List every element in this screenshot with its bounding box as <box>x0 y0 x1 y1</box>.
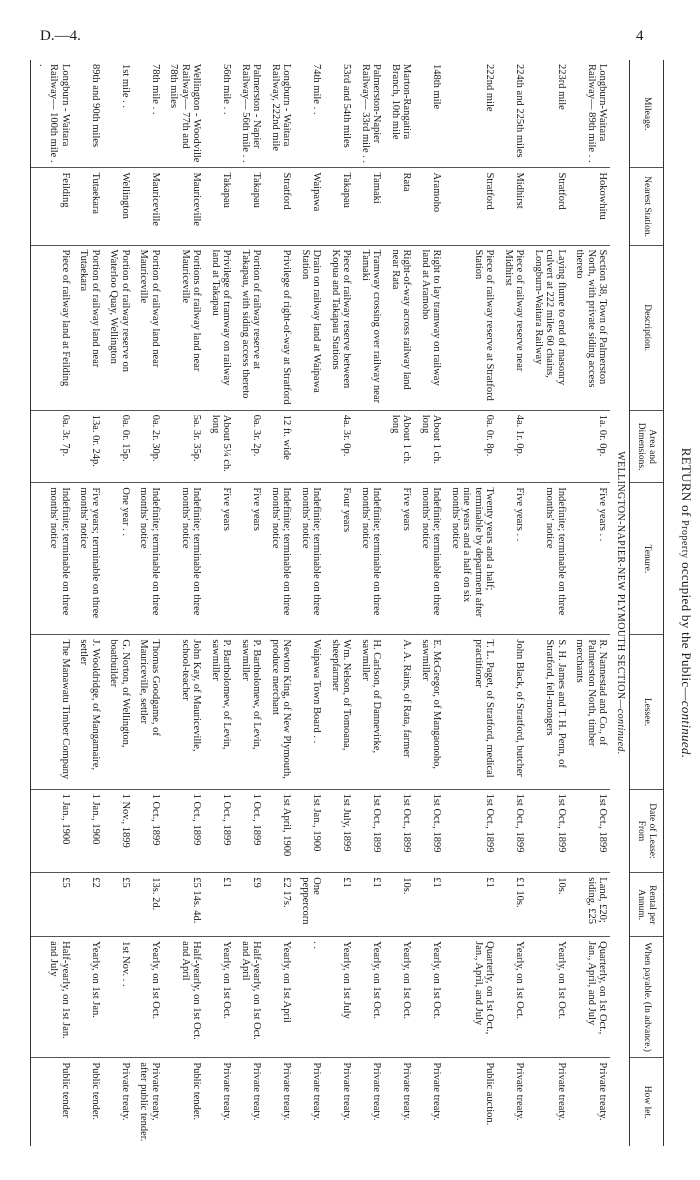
cell-mileage: 89th and 90th miles <box>90 64 101 148</box>
cell-description: Portion of railway land near Tutaekara <box>73 245 103 410</box>
table-row <box>235 60 265 1146</box>
cell-payable: 1st Nov. . . <box>103 937 133 1058</box>
cell-station: Feilding <box>31 168 73 245</box>
cell-lessee: T. L. Paget, of Stratford, medical practitioner <box>445 635 498 789</box>
cell-tenure: Indefinite; terminable on three months' notice <box>528 483 570 635</box>
cell-station: Aramoho <box>415 168 445 245</box>
cell-description: Laying flume to end of masonry culvert at 222 miles 60 chains, Longburn-Waitara Railway <box>528 245 570 410</box>
table-row <box>445 60 498 1146</box>
cell-date: 1 Oct., 1899 <box>163 789 205 873</box>
cell-date: 1st Oct., 1899 <box>569 789 611 873</box>
table-row <box>569 60 611 1146</box>
cell-description: Privilege of right-of-way at Stratford <box>265 245 295 410</box>
table-row <box>31 60 73 1146</box>
cell-station: Stratford <box>528 168 570 245</box>
cell-area: About 5¼ ch. long <box>205 410 235 483</box>
cell-rental: £1 <box>325 873 355 937</box>
cell-station: Hokowhitu <box>569 168 611 245</box>
cell-tenure: Indefinite; terminable on three months' notice <box>295 483 325 635</box>
cell-station: Takapau <box>205 168 235 245</box>
cell-tenure: Four years <box>325 483 355 635</box>
cell-description: Right to lay tramway on railway land at Aramoho <box>415 245 445 410</box>
cell-date: 1st Oct., 1899 <box>355 789 385 873</box>
cell-date: 1st Jan., 1900 <box>295 789 325 873</box>
cell-payable: Yearly, on 1st July <box>325 937 355 1058</box>
cell-payable: Yearly, on 1st Oct. <box>498 937 528 1058</box>
cell-area: 13a. 0r. 24p. <box>73 410 103 483</box>
cell-mileage: Longburn - Waitara Railway, 222nd mile <box>270 64 293 152</box>
cell-mileage: Longburn-Waitara Railway— 89th mile . . <box>586 64 609 163</box>
col-header-mileage: Mileage. <box>630 60 664 168</box>
cell-tenure: Five years <box>385 483 415 635</box>
cell-lessee: P. Bartholomew, of Levin, sawmiller <box>205 635 235 789</box>
cell-date: 1st Oct., 1899 <box>445 789 498 873</box>
cell-tenure: Indefinite; terminable on three months' notice <box>133 483 163 635</box>
table-row <box>73 60 103 1146</box>
cell-rental: £5 <box>103 873 133 937</box>
cell-station: Takapau <box>235 168 265 245</box>
page-number: 4 <box>636 28 644 44</box>
cell-tenure: Indefinite; terminable on three months' notice <box>163 483 205 635</box>
cell-station: Midhirst <box>498 168 528 245</box>
cell-let: Public tender <box>31 1058 73 1146</box>
cell-description: Portions of railway land near Mauriceville <box>163 245 205 410</box>
cell-rental: £5 14s. 4d. <box>163 873 205 937</box>
col-header-lessee: Lessee. <box>630 635 664 789</box>
cell-lessee: R. Nannestad and Co., of Palmerston North, timber merchants <box>569 635 611 789</box>
cell-let: Private treaty. <box>569 1058 611 1146</box>
cell-description: Drain on railway land at Waipawa Station <box>295 245 325 410</box>
table-title <box>678 60 694 1146</box>
cell-payable: Yearly, on 1st Jan. <box>73 937 103 1058</box>
cell-rental: £1 10s. <box>498 873 528 937</box>
cell-description: Portion of railway reserve at Takapau, with siding access thereto <box>235 245 265 410</box>
cell-payable: Yearly, on 1st April <box>265 937 295 1058</box>
col-header-how-let: How let. <box>630 1058 664 1146</box>
cell-rental: 13s. 2d. <box>133 873 163 937</box>
cell-tenure: Five years; terminable on three months' notice <box>73 483 103 635</box>
cell-date: 1st July, 1899 <box>325 789 355 873</box>
col-header-station: Nearest Station. <box>630 168 664 245</box>
rotated-table-page <box>37 60 700 1146</box>
cell-lessee: Thomas Goodgame, of Mauriceville, settler <box>133 635 163 789</box>
col-header-description: Description. <box>630 245 664 410</box>
cell-lessee: Newton King, of New Plymouth, produce merchant <box>265 635 295 789</box>
cell-mileage: Wellington - Woodville Railway— 77th and 78th miles <box>168 64 203 163</box>
cell-let: Private treaty. <box>355 1058 385 1146</box>
cell-tenure: Indefinite; terminable on three months' notice <box>355 483 385 635</box>
table-row <box>355 60 385 1146</box>
cell-mileage: 223rd mile <box>556 64 567 110</box>
cell-payable: . . <box>295 937 325 1058</box>
cell-lessee: S. H. James and T. H. Penn, of Stratford, fell-mongers <box>528 635 570 789</box>
property-return-table <box>31 60 665 1146</box>
cell-mileage: 222nd mile <box>484 64 496 112</box>
cell-let: Private treaty. <box>385 1058 415 1146</box>
cell-tenure: Indefinite; terminable on three months' notice <box>415 483 445 635</box>
cell-station: Mauriceville <box>133 168 163 245</box>
cell-rental: £1 <box>355 873 385 937</box>
col-header-payable: When payable. (In advance.) <box>630 937 664 1058</box>
table-row <box>498 60 528 1146</box>
table-row <box>415 60 445 1146</box>
cell-tenure: Five years . . <box>569 483 611 635</box>
cell-area: 0a. 3r. 7p. <box>31 410 73 483</box>
section-suffix: —continued. <box>615 699 626 755</box>
cell-area <box>355 410 385 483</box>
cell-lessee: The Manawatu Timber Company <box>31 635 73 789</box>
cell-station: Stratford <box>265 168 295 245</box>
cell-payable: Yearly, on 1st Oct. <box>133 937 163 1058</box>
cell-date: 1 Oct., 1899 <box>205 789 235 873</box>
cell-area: About 1 ch. long <box>415 410 445 483</box>
cell-let: Private treaty. <box>295 1058 325 1146</box>
cell-description: Portion of railway land near Mauriceville <box>133 245 163 410</box>
cell-let: Private treaty. <box>205 1058 235 1146</box>
table-row <box>205 60 235 1146</box>
cell-lessee: A. A. Rains, of Rata, farmer <box>385 635 415 789</box>
cell-date: 1st Oct., 1899 <box>385 789 415 873</box>
cell-lessee: H. Carlson, of Dannevirke, sawmiller <box>355 635 385 789</box>
cell-payable: Half-yearly, on 1st Jan. and July <box>31 937 73 1058</box>
cell-station: Tamaki <box>355 168 385 245</box>
cell-area: About 1 ch. long <box>385 410 415 483</box>
cell-station: Takapau <box>325 168 355 245</box>
cell-rental: £1 <box>415 873 445 937</box>
col-header-date: Date of Lease: From <box>630 789 664 873</box>
table-row <box>163 60 205 1146</box>
col-header-rental: Rental per Annum. <box>630 873 664 937</box>
cell-date: 1 Oct., 1899 <box>235 789 265 873</box>
cell-date: 1st Oct., 1899 <box>498 789 528 873</box>
cell-rental: £1 <box>205 873 235 937</box>
cell-payable: Yearly, on 1st Oct. <box>355 937 385 1058</box>
cell-tenure: Indefinite; terminable on three months' notice <box>31 483 73 635</box>
cell-mileage: 74th mile . . <box>311 64 323 115</box>
cell-rental: £2 <box>73 873 103 937</box>
cell-rental: One peppercorn <box>295 873 325 937</box>
cell-rental: 10s. <box>385 873 415 937</box>
cell-station: Stratford <box>445 168 498 245</box>
cell-description: Piece of railway reserve near Midhirst <box>498 245 528 410</box>
cell-description: Piece of railway reserve between Kopua and Takapau Stations <box>325 245 355 410</box>
cell-payable: Half-yearly, on 1st Oct. and April <box>235 937 265 1058</box>
cell-area: 1a. 0r. 0p. <box>569 410 611 483</box>
section-name: WELLINGTON-NAPIER-NEW PLYMOUTH SECTION <box>615 451 626 700</box>
cell-tenure: Twenty years and a half; terminable by department after nine years and a half on six months' notice <box>445 483 498 635</box>
cell-area: 0a. 0r. 8p. <box>445 410 498 483</box>
cell-payable: Quarterly, on 1st Oct., Jan., April, and July <box>569 937 611 1058</box>
title-property: Property <box>679 520 690 559</box>
cell-rental: 10s. <box>528 873 570 937</box>
cell-let: Private treaty. <box>265 1058 295 1146</box>
cell-mileage: Marton-Rangatira Branch, 10th mile <box>390 64 413 140</box>
table-row <box>325 60 355 1146</box>
cell-tenure: Indefinite; terminable on three months' notice <box>265 483 295 635</box>
cell-lessee: John Black, of Stratford, butcher <box>498 635 528 789</box>
cell-tenure: Five years <box>205 483 235 635</box>
cell-mileage: 224th and 225th miles <box>514 64 526 158</box>
cell-let: Private treaty. <box>103 1058 133 1146</box>
cell-mileage: 56th mile . . <box>221 64 233 115</box>
cell-rental: £1 <box>445 873 498 937</box>
cell-area: 0a. 0r. 15p. <box>103 410 133 483</box>
cell-area <box>295 410 325 483</box>
col-header-area: Area and Dimensions. <box>630 410 664 483</box>
cell-description: Section 38, Town of Palmerston North, with private siding access thereto <box>569 245 611 410</box>
cell-payable: Half-yearly, on 1st Oct. and April <box>163 937 205 1058</box>
cell-lessee: P. Bartholomew, of Levin, sawmiller <box>235 635 265 789</box>
cell-let: Public tender. <box>73 1058 103 1146</box>
cell-area: 12 ft. wide <box>265 410 295 483</box>
cell-rental: £5 <box>31 873 73 937</box>
section-heading <box>611 60 630 1146</box>
cell-date: 1st April, 1900 <box>265 789 295 873</box>
title-prefix: RETURN of <box>679 447 694 521</box>
cell-let: Public auction. <box>445 1058 498 1146</box>
cell-let: Private treaty. <box>325 1058 355 1146</box>
cell-payable: Yearly, on 1st Oct. <box>385 937 415 1058</box>
cell-date: 1 Nov., 1899 <box>103 789 133 873</box>
cell-let: Private treaty. <box>415 1058 445 1146</box>
cell-rental: £9 <box>235 873 265 937</box>
cell-payable: Yearly, on 1st Oct. <box>415 937 445 1058</box>
cell-rental: £2 17s. <box>265 873 295 937</box>
cell-description: Right-of-way across railway land near Rata <box>385 245 415 410</box>
cell-area <box>528 410 570 483</box>
cell-lessee: Wm. Nelson, of Tomoana, sheepfarmer <box>325 635 355 789</box>
cell-station: Waipawa <box>295 168 325 245</box>
table-row <box>265 60 295 1146</box>
cell-lessee: J. Wooldridge, of Mangamaire, settler <box>73 635 103 789</box>
cell-station: Tutaekara <box>73 168 103 245</box>
title-continued: continued. <box>679 700 694 759</box>
cell-area: 5a. 3r. 35p. <box>163 410 205 483</box>
section-heading-row <box>611 60 630 1146</box>
cell-station: Mauriceville <box>163 168 205 245</box>
cell-mileage: 1st mile . . <box>120 64 131 109</box>
cell-mileage: Palmerston-Napier Railway— 33rd mile . . <box>360 64 383 164</box>
table-row <box>133 60 163 1146</box>
page-reference: D.—4. <box>40 28 81 44</box>
table-header-row <box>630 60 664 1146</box>
cell-area: 4a. 3r. 0p. <box>325 410 355 483</box>
cell-description: Tramway crossing over railway near Tamaki <box>355 245 385 410</box>
table-row <box>103 60 133 1146</box>
cell-let: Private treaty. <box>528 1058 570 1146</box>
cell-let: Public tender. <box>163 1058 205 1146</box>
cell-description: Portion of railway reserve on Waterloo Quay, Wellington <box>103 245 133 410</box>
cell-area: 0a. 2r. 30p. <box>133 410 163 483</box>
cell-payable: Yearly, on 1st Oct. <box>528 937 570 1058</box>
cell-payable: Yearly, on 1st Oct. <box>205 937 235 1058</box>
cell-tenure: Five years . . <box>498 483 528 635</box>
cell-lessee: Waipawa Town Board . . <box>295 635 325 789</box>
cell-date: 1 Jan., 1900 <box>31 789 73 873</box>
cell-area: 0a. 3r. 2p. <box>235 410 265 483</box>
cell-date: 1 Jan., 1900 <box>73 789 103 873</box>
cell-station: Wellington <box>103 168 133 245</box>
cell-mileage: 78th mile . . <box>150 64 161 115</box>
cell-date: 1st Oct., 1899 <box>415 789 445 873</box>
cell-mileage: 148th mile <box>431 64 443 110</box>
cell-let: Private treaty, after public tender. <box>133 1058 163 1146</box>
cell-rental: Land, £20; siding, £25 <box>569 873 611 937</box>
cell-date: 1st Oct., 1899 <box>528 789 570 873</box>
cell-mileage: 53rd and 54th miles <box>341 64 353 148</box>
cell-tenure: Five years <box>235 483 265 635</box>
table-row <box>385 60 415 1146</box>
cell-date: 1 Oct., 1899 <box>133 789 163 873</box>
table-row <box>295 60 325 1146</box>
cell-description: Privilege of tramway on railway land at Takapau <box>205 245 235 410</box>
cell-let: Private treaty. <box>235 1058 265 1146</box>
cell-lessee: E. McGregor, of Mangaonoho, sawmiller <box>415 635 445 789</box>
cell-description: Piece of railway reserve at Stratford Station <box>445 245 498 410</box>
table-row <box>528 60 570 1146</box>
cell-lessee: John Kay, of Mauriceville, school-teacher <box>163 635 205 789</box>
cell-lessee: G. Norton, of Wellington, boatbuilder <box>103 635 133 789</box>
cell-let: Private treaty. <box>498 1058 528 1146</box>
cell-tenure: One year . . <box>103 483 133 635</box>
col-header-tenure: Tenure. <box>630 483 664 635</box>
title-middle: occupied by the Public— <box>679 558 694 701</box>
cell-payable: Quarterly, on 1st Oct., Jan., April, and July <box>445 937 498 1058</box>
cell-description: Piece of railway land at Feilding <box>31 245 73 410</box>
cell-area: 4a. 1r. 0p. <box>498 410 528 483</box>
cell-mileage: Palmerston - Napier Railway— 56th mile . . <box>240 64 263 163</box>
cell-station: Rata <box>385 168 415 245</box>
cell-mileage: Longburn - Waitara Railway— 100th mile . . <box>31 60 73 168</box>
